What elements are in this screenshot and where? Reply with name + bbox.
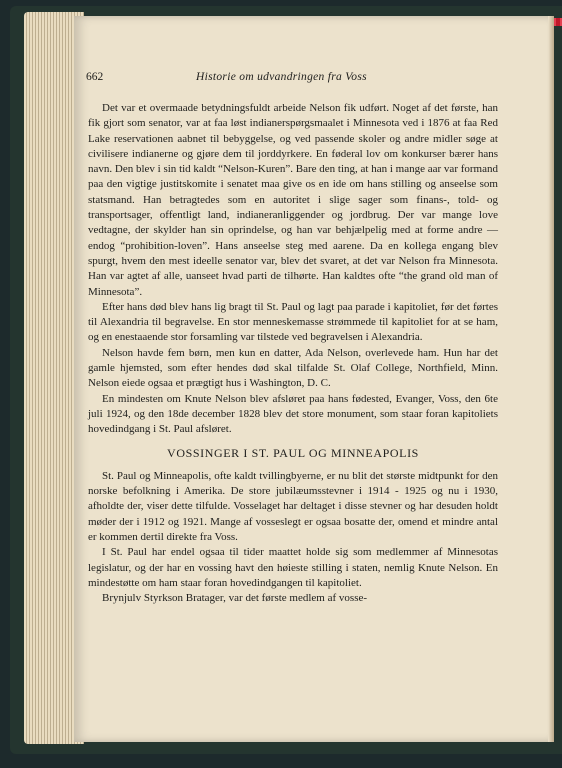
paragraph: St. Paul og Minneapolis, ofte kaldt tvillingbyerne, er nu blit det største midtpunkt for den norske befolkning i Amerika. De store jubilæumsstevner i 1914 - 1925 og nu i 1930, afholdte der, viser dette tilfulde. Vosselaget har deltaget i disse stevner og har desuden holdt møder der i 1912 og 1921. Mange af vosseslegt er ogsaa bosatte der, omend et mindre antal er kommen dertil direkte fra Voss. [88,469,498,544]
section-heading: VOSSINGER I ST. PAUL OG MINNEAPOLIS [167,445,419,460]
paragraph: Efter hans død blev hans lig bragt til St. Paul og lagt paa parade i kapitoliet, før det førtes til Alexandria til begravelse. En stor menneskemasse strømmede til kapitoliet for at se ham, og en enestaaende stor forsamling var tilstede ved begravelsen i Alexandria. [88,300,498,344]
page-gutter-shadow [548,16,554,742]
page-number: 662 [86,71,104,83]
paragraph: I St. Paul har endel ogsaa til tider maattet holde sig som medlemmer af Minnesotas legislatur, og der har en vossing havt den høieste stilling i staten, nemlig Knute Nelson. En mindestøtte om ham staar foran hovedindgangen til kapitoliet. [88,546,498,589]
running-title: Historie om udvandringen fra Voss [196,71,367,83]
paragraph: Brynjulv Styrkson Bratager, var det første medlem af vosse- [102,592,368,605]
paragraph: Det var et overmaade betydningsfuldt arbeide Nelson fik udført. Noget af det første, han fik gjort som senator, var at faa løst indianerspørgsmaalet i Minnesota ved i 1876 at faa Red Lake reservationen aabnet til bebyggelse, og ved passende skoler og andre midler søge at civilisere indianerne og gjøre dem til jorddyrkere. En føderal lov om konkurser bærer hans navn. Den blev i sin tid kaldt “Nelson-Kuren”. Bare den ting, at han i mange aar var formand paa den vigtige justitskomite i senatet maa give os en ide om hans stilling og anseelse som statsmand. Han betragtedes som en autoritet i slige sager som finans-, told- og transportsager, offentligt land, indianeranliggender og jordbrug. Der var mange love vedtagne, der skylder han sin oprindelse, og han var behjælpelig med at forme andre — endog “prohibition-loven”. Hans anseelse steg med aarene. Da en kollega engang blev spurgt, hvem den mest ideelle senator var, blev det svaret, at det var Nelson fra Minnesota. Han var agtet af alle, uanseet hvad parti de tilhørte. Han kaldtes ofte “the grand old man of Minnesota”. [88,102,498,298]
paragraph: Nelson havde fem børn, men kun en datter, Ada Nelson, overlevede ham. Hun har det gamle hjemsted, som efter hendes død skal tilfalde St. Olaf College, Northfield, Minn. Nelson eiede ogsaa et prægtigt hus i Washington, D. C. [88,346,498,390]
running-head [86,71,526,91]
body-text [88,101,498,607]
paragraph: En mindesten om Knute Nelson blev afsløret paa hans fødested, Evanger, Voss, den 6te juli 1924, og den 18de december 1828 blev det store monument, som staar foran kapitoliets hovedindgang i St. Paul afsløret. [88,392,498,436]
